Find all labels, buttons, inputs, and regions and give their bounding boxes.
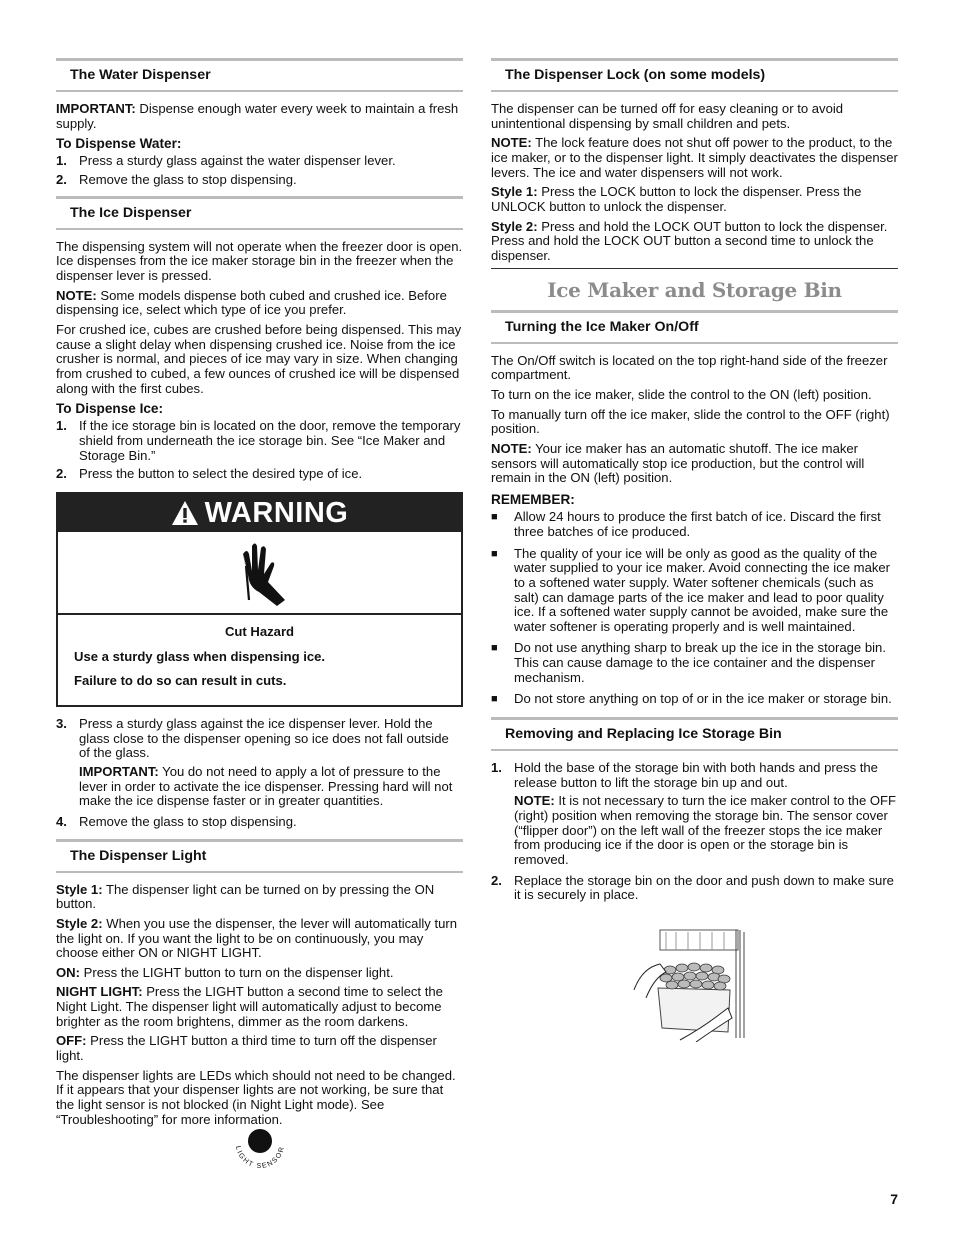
removing-note-paragraph: NOTE: It is not necessary to turn the ice maker control to the OFF (right) position when removing the storage bin. The sensor cover (“flipper door”) on the left wall of the freezer stops the ice maker from producing ice if the door is open or the storage bin is removed. [514, 793, 897, 867]
subhead-dispense-ice: To Dispense Ice: [56, 401, 164, 417]
warning-line-2: Failure to do so can result in cuts. [74, 673, 287, 689]
right-column [491, 58, 898, 907]
major-heading-ice-maker: Ice Maker and Storage Bin [491, 268, 898, 309]
ice-crushed-paragraph: For crushed ice, cubes are crushed before being dispensed. This may cause a slight delay when dispensing crushed ice. Noise from the ice crusher is normal, and pieces of ice may vary in size. When changing from crushed to cubed, a few ounces of crushed ice will be dispensed along with the first cubes. [56, 321, 462, 396]
subhead-remember: REMEMBER: [491, 492, 575, 508]
list-item: ■ Allow 24 hours to produce the first batch of ice. Discard the first three batches of ice produced. [491, 509, 881, 539]
section-heading-dispenser-light: The Dispenser Light [56, 839, 463, 873]
subhead-dispense-water: To Dispense Water: [56, 136, 182, 152]
section-heading-removing-bin: Removing and Replacing Ice Storage Bin [491, 717, 898, 751]
list-item: 1. Press a sturdy glass against the water dispenser lever. [56, 153, 396, 169]
ice-note-paragraph: NOTE: Some models dispense both cubed and crushed ice. Before dispensing ice, select which type of ice you prefer. [56, 287, 447, 318]
onoff-paragraph-3: To manually turn off the ice maker, slide the control to the OFF (right) position. [491, 406, 890, 437]
warning-hazard-title: Cut Hazard [224, 624, 295, 640]
warning-line-1: Use a sturdy glass when dispensing ice. [74, 648, 326, 664]
lock-note-paragraph: NOTE: The lock feature does not shut off power to the product, to the ice maker, or to the dispenser light. It simply deactivates the dispenser levers. The ice and water dispensers will not work. [491, 135, 898, 180]
list-item: 1. If the ice storage bin is located on the door, remove the temporary shield from underneath the ice storage bin. See “Ice Maker and Storage Bin.” [56, 418, 461, 463]
light-night-paragraph: NIGHT LIGHT: Press the LIGHT button a second time to select the Night Light. The dispenser light will automatically adjust to become brighter as the room brightens, dimmer as the room darkens. [56, 984, 443, 1029]
light-style2-paragraph: Style 2: When you use the dispenser, the lever will automatically turn the light on. If you want the light to be on continuously, you may choose either ON or NIGHT LIGHT. [56, 915, 458, 961]
section-heading-ice-maker-onoff: Turning the Ice Maker On/Off [491, 310, 898, 344]
lock-style1-paragraph: Style 1: Press the LOCK button to lock the dispenser. Press the UNLOCK button to unlock the dispenser. [491, 184, 862, 214]
section-heading-water-dispenser: The Water Dispenser [56, 58, 463, 92]
cut-hazard-hand-icon [225, 538, 295, 608]
onoff-paragraph-1: The On/Off switch is located on the top right-hand side of the freezer compartment. [491, 352, 888, 383]
warning-triangle-icon [171, 500, 199, 526]
list-item: 1. Hold the base of the storage bin with both hands and press the release button to lift the storage bin up and out. [491, 760, 878, 790]
left-column [56, 58, 463, 1132]
list-item: 2. Press the button to select the desired type of ice. [56, 466, 363, 482]
ice-paragraph: The dispensing system will not operate when the freezer door is open. Ice dispenses from the ice maker storage bin in the freezer when the dispenser lever is pressed. [56, 238, 463, 283]
light-sensor-icon [228, 1124, 292, 1174]
step3-important-paragraph: IMPORTANT: You do not need to apply a lot of pressure to the lever in order to activate the ice dispenser. Pressing hard will not make the ice dispense faster or in greater quantities. [79, 764, 453, 809]
section-heading-ice-dispenser: The Ice Dispenser [56, 196, 463, 230]
list-item: 2. Remove the glass to stop dispensing. [56, 172, 297, 188]
light-led-paragraph: The dispenser lights are LEDs which should not need to be changed. If it appears that your dispenser lights are not working, be sure that the light sensor is not blocked (in Night Light mode). See “Troubleshooting” for more information. [56, 1067, 456, 1127]
list-item: 3. Press a sturdy glass against the ice dispenser lever. Hold the glass close to the dispenser opening so ice does not fall outside of the glass. [56, 716, 449, 761]
light-off-paragraph: OFF: Press the LIGHT button a third time to turn off the dispenser light. [56, 1033, 437, 1064]
lock-paragraph: The dispenser can be turned off for easy cleaning or to avoid unintentional dispensing by small children and pets. [491, 100, 844, 131]
warning-box [56, 492, 463, 707]
light-on-paragraph: ON: Press the LIGHT button to turn on the dispenser light. [56, 964, 394, 980]
page-number: 7 [890, 1191, 898, 1207]
lock-style2-paragraph: Style 2: Press and hold the LOCK OUT button to lock the dispenser. Press and hold the LOCK OUT button a second time to unlock the dispenser. [491, 218, 888, 263]
list-item: 2. Replace the storage bin on the door and push down to make sure it is securely in place. [491, 872, 894, 903]
ice-storage-bin-illustration [632, 928, 750, 1042]
list-item: ■ Do not use anything sharp to break up the ice in the storage bin. This can cause damage to the ice container and the dispenser mechanism. [491, 640, 886, 685]
list-item: ■ Do not store anything on top of or in the ice maker or storage bin. [491, 691, 892, 707]
water-important-paragraph: IMPORTANT: Dispense enough water every week to maintain a fresh supply. [56, 100, 459, 131]
section-heading-dispenser-lock: The Dispenser Lock (on some models) [491, 58, 898, 92]
onoff-paragraph-2: To turn on the ice maker, slide the control to the ON (left) position. [491, 387, 872, 403]
onoff-note-paragraph: NOTE: Your ice maker has an automatic shutoff. The ice maker sensors will automatically stop ice production, but the control will remain in the ON (left) position. [491, 441, 865, 486]
light-style1-paragraph: Style 1: The dispenser light can be turned on by pressing the ON button. [56, 881, 435, 912]
list-item: ■ The quality of your ice will be only as good as the quality of the water supplied to your ice maker. Avoid connecting the ice maker to a softened water supply. Water softener chemicals (such as salt) can damage parts of the ice maker and lead to poor quality ice. If a softened water supply cannot be avoided, make sure the water softener is operating properly and is well maintained. [491, 545, 891, 634]
svg-text:LIGHT SENSOR: LIGHT SENSOR [234, 1145, 287, 1171]
list-item: 4. Remove the glass to stop dispensing. [56, 813, 297, 829]
warning-banner: WARNING [58, 494, 461, 532]
